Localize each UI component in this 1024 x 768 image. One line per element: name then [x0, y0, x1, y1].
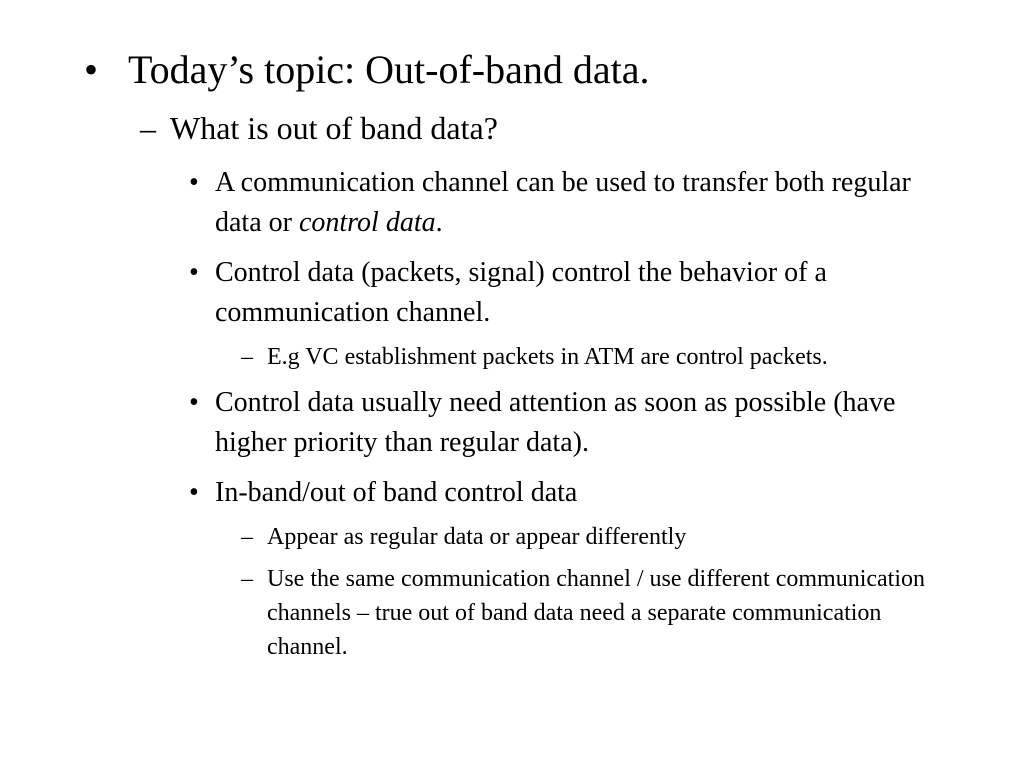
point-text: Control data (packets, signal) control the behavior of a communication channel. [215, 257, 827, 328]
point-text [215, 163, 955, 243]
point-text-end: . [435, 207, 443, 238]
bullet-marker: • [189, 387, 199, 418]
dash-marker: – [241, 566, 253, 592]
subpoint-vc-example [241, 340, 947, 374]
question-bullet [140, 108, 970, 148]
point-text: Control data usually need attention as soon as possible (have higher priority than regular data). [215, 387, 896, 458]
subpoint-text: Use the same communication channel / use different communication channels – true out of band data need a separate communication channel. [267, 566, 926, 660]
bullet-marker: • [189, 477, 199, 508]
point-text-emphasis: control data [298, 207, 436, 238]
subpoint-channel-choice [241, 562, 947, 664]
dash-marker: – [140, 110, 156, 146]
point-priority [189, 383, 955, 463]
dash-marker: – [241, 524, 253, 550]
dash-marker: – [241, 344, 253, 370]
topic-bullet [84, 46, 988, 94]
point-control-data [189, 253, 955, 333]
point-channel-use [189, 163, 955, 243]
point-text-plain: A communication channel can be used to transfer both regular data or [215, 167, 911, 238]
point-text: In-band/out of band control data [215, 477, 578, 508]
topic-heading: Today’s topic: Out-of-band data. [128, 47, 650, 92]
subpoint-text: Appear as regular data or appear differently [267, 524, 687, 550]
question-text: What is out of band data? [170, 110, 498, 146]
subpoint-appearance [241, 520, 947, 554]
subpoint-text: E.g VC establishment packets in ATM are control packets. [267, 344, 828, 370]
bullet-marker: • [189, 167, 199, 198]
bullet-marker: • [189, 257, 199, 288]
point-in-band [189, 473, 955, 513]
bullet-marker: • [84, 47, 99, 92]
